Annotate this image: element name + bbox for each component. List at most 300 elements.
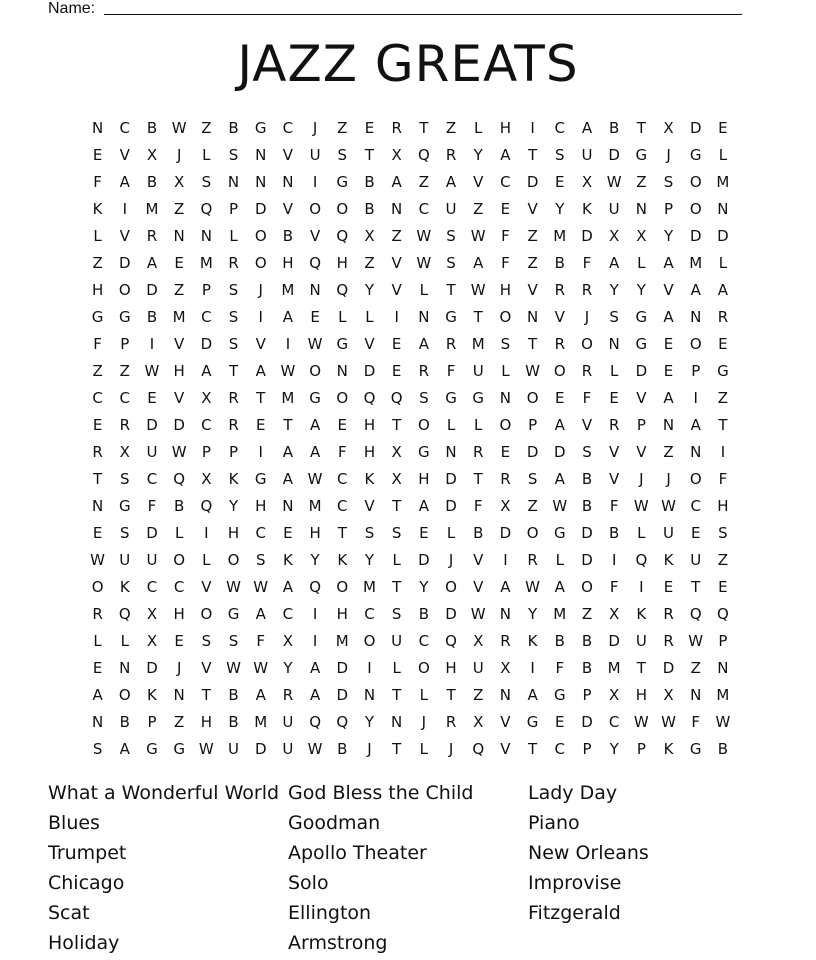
grid-letter: V <box>473 550 484 569</box>
grid-letter: P <box>636 415 646 434</box>
grid-letter: N <box>91 712 104 731</box>
grid-letter: S <box>663 172 674 191</box>
grid-letter: R <box>445 712 457 731</box>
grid-letter: N <box>91 118 104 137</box>
grid-letter: L <box>637 253 646 272</box>
grid-letter: O <box>689 172 702 191</box>
grid-letter: L <box>609 361 619 380</box>
grid-letter: P <box>229 442 239 461</box>
grid-letter: X <box>473 712 484 731</box>
grid-letter: N <box>255 145 267 164</box>
grid-letter: L <box>419 280 429 299</box>
grid-letter: L <box>474 415 483 434</box>
grid-letter: B <box>609 523 620 542</box>
grid-letter: E <box>92 415 103 434</box>
grid-letter: A <box>309 442 321 461</box>
grid-letter: B <box>282 226 294 245</box>
grid-letter: F <box>446 361 456 380</box>
grid-letter: H <box>91 280 104 299</box>
grid-letter: O <box>499 415 512 434</box>
grid-letter: K <box>119 577 130 596</box>
grid-letter: H <box>173 604 185 623</box>
grid-letter: Y <box>310 550 320 569</box>
grid-letter: Q <box>309 577 321 596</box>
word-list-item: Apollo Theater <box>288 842 427 864</box>
grid-letter: H <box>255 496 267 515</box>
grid-letter: E <box>718 577 728 596</box>
grid-letter: R <box>527 550 538 569</box>
grid-letter: A <box>554 577 565 596</box>
grid-letter: W <box>633 496 649 515</box>
grid-letter: D <box>608 631 620 650</box>
grid-letter: F <box>609 577 619 596</box>
grid-letter: B <box>146 307 158 326</box>
grid-letter: Q <box>336 712 349 731</box>
grid-letter: N <box>200 226 212 245</box>
grid-letter: H <box>717 496 729 515</box>
name-write-line <box>104 14 742 15</box>
grid-letter: V <box>364 496 375 515</box>
grid-letter: A <box>445 172 457 191</box>
grid-letter: U <box>581 145 593 164</box>
grid-letter: W <box>171 442 187 461</box>
grid-letter: S <box>500 334 511 353</box>
grid-letter: X <box>391 145 402 164</box>
grid-letter: M <box>145 199 159 218</box>
grid-letter: T <box>392 739 402 758</box>
grid-letter: Z <box>717 550 729 569</box>
grid-letter: G <box>118 496 131 515</box>
grid-letter: Q <box>417 145 430 164</box>
grid-letter: L <box>446 523 456 542</box>
grid-letter: R <box>92 442 103 461</box>
grid-letter: V <box>282 199 294 218</box>
grid-letter: W <box>226 658 241 677</box>
grid-letter: W <box>633 712 649 731</box>
grid-letter: N <box>282 172 294 191</box>
grid-letter: I <box>122 199 127 218</box>
grid-letter: B <box>554 253 565 272</box>
grid-letter: O <box>526 523 539 542</box>
grid-letter: Q <box>390 388 403 407</box>
grid-letter: X <box>146 604 158 623</box>
grid-letter: O <box>581 334 593 353</box>
grid-letter: E <box>174 631 184 650</box>
grid-letter: B <box>146 172 158 191</box>
grid-letter: O <box>91 577 104 596</box>
grid-letter: D <box>608 145 620 164</box>
grid-letter: K <box>364 469 375 488</box>
grid-letter: R <box>581 280 593 299</box>
grid-letter: M <box>199 253 213 272</box>
grid-letter: N <box>690 442 702 461</box>
grid-letter: R <box>391 118 402 137</box>
grid-letter: X <box>174 172 185 191</box>
grid-letter: U <box>282 712 294 731</box>
grid-letter: T <box>228 361 239 380</box>
grid-letter: Y <box>364 550 375 569</box>
grid-letter: D <box>146 280 158 299</box>
grid-letter: T <box>256 388 266 407</box>
grid-letter: W <box>280 361 296 380</box>
grid-letter: U <box>690 550 702 569</box>
grid-letter: B <box>364 172 375 191</box>
grid-letter: U <box>472 361 484 380</box>
grid-letter: S <box>228 307 239 326</box>
grid-letter: X <box>500 496 511 515</box>
grid-letter: M <box>281 388 295 407</box>
grid-letter: P <box>201 280 211 299</box>
grid-letter: P <box>691 361 701 380</box>
grid-letter: O <box>526 388 539 407</box>
grid-letter: G <box>91 307 104 326</box>
grid-letter: M <box>362 577 376 596</box>
grid-letter: T <box>93 469 103 488</box>
grid-letter: B <box>337 739 348 758</box>
grid-letter: S <box>120 523 130 542</box>
grid-letter: C <box>146 469 158 488</box>
grid-letter: E <box>391 361 402 380</box>
grid-letter: C <box>119 118 131 137</box>
grid-letter: C <box>119 388 131 407</box>
grid-letter: Z <box>364 253 375 272</box>
grid-letter: O <box>689 469 702 488</box>
grid-letter: R <box>581 361 593 380</box>
grid-letter: B <box>581 469 593 488</box>
grid-letter: X <box>282 631 294 650</box>
grid-letter: N <box>336 361 348 380</box>
grid-letter: U <box>309 145 321 164</box>
grid-letter: M <box>689 253 703 272</box>
grid-letter: B <box>609 118 620 137</box>
grid-letter: A <box>473 253 484 272</box>
grid-letter: K <box>92 199 103 218</box>
grid-letter: Z <box>92 253 103 272</box>
grid-letter: A <box>309 685 321 704</box>
grid-letter: E <box>174 253 184 272</box>
grid-letter: L <box>338 307 347 326</box>
grid-letter: R <box>663 631 674 650</box>
grid-letter: N <box>391 712 403 731</box>
grid-letter: L <box>174 523 184 542</box>
grid-letter: S <box>92 739 103 758</box>
grid-letter: G <box>336 172 349 191</box>
grid-letter: T <box>337 523 347 542</box>
grid-letter: L <box>392 550 401 569</box>
grid-letter: A <box>717 280 729 299</box>
grid-letter: X <box>636 226 647 245</box>
grid-letter: D <box>689 226 702 245</box>
grid-letter: A <box>201 361 212 380</box>
grid-letter: K <box>282 550 293 569</box>
word-list-item: Improvise <box>528 872 622 894</box>
grid-letter: B <box>364 199 375 218</box>
grid-letter: E <box>92 145 103 164</box>
grid-letter: D <box>445 469 457 488</box>
grid-letter: V <box>609 469 620 488</box>
grid-letter: I <box>611 550 617 569</box>
grid-letter: P <box>528 415 538 434</box>
grid-letter: W <box>416 253 432 272</box>
grid-letter: V <box>636 388 647 407</box>
grid-letter: S <box>446 253 456 272</box>
grid-letter: Q <box>309 253 321 272</box>
grid-letter: E <box>555 712 565 731</box>
grid-letter: Z <box>174 199 185 218</box>
word-list-item: God Bless the Child <box>288 782 474 804</box>
grid-letter: Z <box>119 361 130 380</box>
grid-letter: Z <box>418 172 429 191</box>
grid-letter: K <box>582 199 592 218</box>
grid-letter: H <box>200 712 212 731</box>
grid-letter: W <box>525 361 541 380</box>
grid-letter: R <box>663 604 674 623</box>
grid-letter: Z <box>92 361 103 380</box>
grid-letter: N <box>119 658 131 677</box>
grid-letter: A <box>309 658 321 677</box>
grid-letter: A <box>309 415 321 434</box>
grid-letter: D <box>635 361 648 380</box>
grid-letter: S <box>255 550 266 569</box>
grid-letter: J <box>448 739 454 758</box>
grid-letter: A <box>255 361 266 380</box>
grid-letter: H <box>227 523 240 542</box>
grid-letter: Z <box>690 658 701 677</box>
grid-letter: G <box>418 442 430 461</box>
grid-letter: G <box>635 145 648 164</box>
grid-letter: Y <box>663 226 674 245</box>
grid-letter: V <box>119 226 130 245</box>
grid-letter: D <box>200 334 213 353</box>
grid-letter: W <box>253 577 269 596</box>
grid-letter: V <box>500 712 511 731</box>
grid-letter: J <box>421 712 427 731</box>
grid-letter: S <box>609 307 619 326</box>
grid-letter: C <box>201 307 212 326</box>
grid-letter: Q <box>336 280 349 299</box>
grid-letter: S <box>228 334 239 353</box>
grid-letter: B <box>146 118 158 137</box>
grid-letter: O <box>499 307 512 326</box>
grid-letter: A <box>609 253 620 272</box>
word-list-item: Lady Day <box>528 782 618 804</box>
grid-letter: V <box>473 172 484 191</box>
grid-letter: I <box>367 658 372 677</box>
grid-letter: L <box>419 685 429 704</box>
grid-letter: M <box>716 172 730 191</box>
grid-letter: E <box>391 334 402 353</box>
grid-letter: Y <box>528 604 538 623</box>
grid-letter: I <box>258 442 263 461</box>
grid-letter: C <box>418 199 430 218</box>
grid-letter: E <box>555 388 565 407</box>
grid-letter: N <box>418 307 430 326</box>
grid-letter: C <box>255 523 266 542</box>
grid-letter: F <box>555 658 565 677</box>
grid-letter: W <box>144 361 160 380</box>
grid-letter: W <box>416 226 432 245</box>
grid-letter: C <box>364 604 375 623</box>
grid-letter: V <box>527 199 538 218</box>
grid-letter: O <box>309 361 321 380</box>
grid-letter: F <box>93 334 102 353</box>
grid-letter: D <box>254 739 267 758</box>
grid-letter: J <box>176 658 182 677</box>
grid-letter: G <box>689 145 702 164</box>
grid-letter: C <box>337 496 348 515</box>
grid-letter: R <box>717 307 729 326</box>
grid-letter: I <box>312 631 318 650</box>
grid-letter: Y <box>636 280 646 299</box>
grid-letter: E <box>92 658 103 677</box>
grid-letter: G <box>118 307 131 326</box>
word-list-item: Blues <box>48 812 100 834</box>
grid-letter: W <box>661 712 676 731</box>
grid-letter: E <box>310 307 320 326</box>
grid-letter: Z <box>174 712 185 731</box>
grid-letter: Q <box>363 388 376 407</box>
grid-letter: R <box>554 280 565 299</box>
grid-letter: A <box>282 469 294 488</box>
grid-letter: N <box>173 685 185 704</box>
grid-letter: H <box>499 118 512 137</box>
grid-letter: S <box>201 172 212 191</box>
grid-letter: X <box>391 442 402 461</box>
grid-letter: S <box>364 523 375 542</box>
grid-letter: L <box>501 361 510 380</box>
word-list-item: Chicago <box>48 872 125 894</box>
grid-letter: W <box>661 496 676 515</box>
grid-letter: T <box>528 334 538 353</box>
grid-letter: L <box>202 550 211 569</box>
grid-letter: G <box>635 334 648 353</box>
grid-letter: D <box>662 658 675 677</box>
grid-letter: E <box>92 523 103 542</box>
grid-letter: A <box>690 280 701 299</box>
grid-letter: L <box>718 145 728 164</box>
grid-letter: V <box>174 388 185 407</box>
grid-letter: O <box>254 253 267 272</box>
grid-letter: H <box>336 253 348 272</box>
grid-letter: G <box>689 739 702 758</box>
grid-letter: N <box>363 685 376 704</box>
grid-letter: I <box>149 334 155 353</box>
grid-letter: M <box>716 685 730 704</box>
grid-letter: O <box>336 388 349 407</box>
grid-letter: V <box>581 415 593 434</box>
grid-letter: C <box>282 118 294 137</box>
grid-letter: N <box>690 307 702 326</box>
grid-letter: W <box>606 172 622 191</box>
grid-letter: Q <box>173 469 186 488</box>
grid-letter: S <box>391 523 402 542</box>
grid-letter: M <box>281 280 295 299</box>
grid-letter: O <box>118 280 131 299</box>
grid-letter: T <box>392 685 402 704</box>
grid-letter: D <box>336 658 349 677</box>
grid-letter: C <box>146 577 158 596</box>
grid-letter: Z <box>391 226 402 245</box>
grid-letter: V <box>309 226 321 245</box>
grid-letter: H <box>635 685 647 704</box>
grid-letter: J <box>258 280 263 299</box>
grid-letter: A <box>554 469 565 488</box>
grid-letter: E <box>500 199 511 218</box>
grid-letter: D <box>146 523 158 542</box>
grid-letter: B <box>554 631 565 650</box>
grid-letter: Y <box>228 496 239 515</box>
grid-letter: R <box>228 388 239 407</box>
grid-letter: N <box>173 226 185 245</box>
grid-letter: N <box>499 685 512 704</box>
grid-letter: W <box>525 577 541 596</box>
grid-letter: N <box>309 280 321 299</box>
grid-letter: D <box>445 496 457 515</box>
grid-letter: O <box>689 199 702 218</box>
grid-letter: U <box>608 199 620 218</box>
grid-letter: M <box>172 307 186 326</box>
grid-letter: G <box>526 712 539 731</box>
grid-letter: T <box>528 739 538 758</box>
grid-letter: N <box>255 172 267 191</box>
grid-letter: V <box>636 442 647 461</box>
grid-letter: P <box>229 199 239 218</box>
grid-letter: P <box>664 199 674 218</box>
grid-letter: V <box>500 739 511 758</box>
grid-letter: Q <box>118 604 131 623</box>
grid-letter: T <box>283 415 293 434</box>
grid-letter: K <box>527 631 538 650</box>
grid-letter: L <box>120 631 129 650</box>
grid-letter: D <box>445 604 457 623</box>
grid-letter: H <box>363 442 376 461</box>
grid-letter: F <box>691 712 701 731</box>
grid-letter: U <box>119 550 131 569</box>
grid-letter: I <box>258 307 263 326</box>
grid-letter: C <box>92 388 103 407</box>
grid-letter: A <box>581 118 593 137</box>
grid-letter: D <box>526 442 539 461</box>
grid-letter: I <box>639 577 644 596</box>
grid-letter: V <box>609 442 620 461</box>
grid-letter: H <box>445 658 457 677</box>
grid-letter: R <box>500 631 511 650</box>
grid-letter: I <box>312 172 318 191</box>
grid-letter: Y <box>609 280 619 299</box>
grid-letter: V <box>201 577 212 596</box>
grid-letter: G <box>445 388 457 407</box>
grid-letter: P <box>582 739 592 758</box>
grid-letter: F <box>718 469 728 488</box>
grid-letter: A <box>255 604 266 623</box>
grid-letter: W <box>171 118 187 137</box>
grid-letter: T <box>718 415 728 434</box>
grid-letter: J <box>639 469 644 488</box>
grid-letter: E <box>147 388 157 407</box>
grid-letter: B <box>581 496 593 515</box>
grid-letter: D <box>418 550 430 569</box>
grid-letter: G <box>553 685 566 704</box>
grid-letter: P <box>636 739 646 758</box>
grid-letter: O <box>417 658 430 677</box>
grid-letter: S <box>555 145 565 164</box>
grid-letter: F <box>582 253 592 272</box>
grid-letter: I <box>530 658 535 677</box>
grid-letter: N <box>91 496 104 515</box>
grid-letter: C <box>554 739 566 758</box>
grid-letter: L <box>718 253 728 272</box>
grid-letter: N <box>282 496 294 515</box>
